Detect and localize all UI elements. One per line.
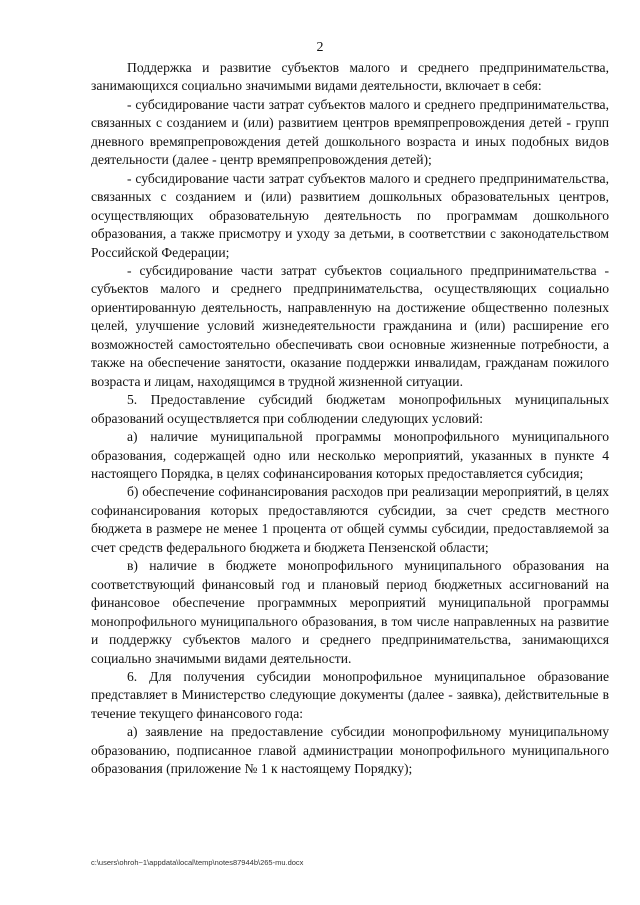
paragraph-clause-5-a: а) наличие муниципальной программы монопрофильного муниципального образования, содержащей одно или несколько мероприятий, указанных в пункте 4 настоящего Порядка, в целях софинансирования которых предоставляется субсидия;: [91, 429, 609, 481]
paragraph-clause-6-a: а) заявление на предоставление субсидии монопрофильному муниципальному образованию, подписанное главой администрации монопрофильного муниципального образования (приложение № 1 к настоящему Порядку);: [91, 724, 609, 777]
file-path-footer: c:\users\ohroh~1\appdata\local\temp\notes87944b\265-mu.docx: [91, 858, 304, 867]
paragraph-subsidy-social-entrepreneurship: - субсидирование части затрат субъектов социального предпринимательства - субъектов малого и среднего предпринимательства, осуществляющих социально ориентированную деятельность, направленную на достижение общественно полезных целей, улучшение условий жизнедеятельности гражданина и (или) расширение его возможностей самостоятельно обеспечивать свои основные жизненные потребности, а также на обеспечение занятости, оказание поддержки инвалидам, гражданам пожилого возраста и лицам, находящимся в трудной жизненной ситуации.: [91, 262, 609, 389]
paragraph-subsidy-childcare-centers: - субсидирование части затрат субъектов малого и среднего предпринимательства, связанных с созданием и (или) развитием центров времяпрепровождения детей - групп дневного времяпрепровождения детей дошкольного возраста и иных подобных видов деятельности (далее - центр времяпрепровождения детей);: [91, 96, 609, 168]
paragraph-clause-5-v: в) наличие в бюджете монопрофильного муниципального образования на соответствующий финансовый год и плановый период бюджетных ассигнований на финансовое обеспечение программных мероприятий муниципальной программы монопрофильного муниципального образования, в том числе направленных на развитие и поддержку субъектов малого и среднего предпринимательства, занимающихся социально значимыми видами деятельности.: [91, 558, 609, 666]
page-number: 2: [316, 40, 324, 55]
paragraph-support-intro: Поддержка и развитие субъектов малого и среднего предпринимательства, занимающихся социально значимыми видами деятельности, включает в себя:: [91, 60, 609, 94]
paragraph-clause-5-b: б) обеспечение софинансирования расходов при реализации мероприятий, в целях софинансирования которых предоставляются субсидии, за счет средств местного бюджета в размере не менее 1 процента от общей суммы субсидии, предоставляемой за счет средств федерального бюджета и бюджета Пензенской области;: [91, 484, 609, 555]
paragraph-clause-5: 5. Предоставление субсидий бюджетам монопрофильных муниципальных образований осуществляется при соблюдении следующих условий:: [91, 392, 609, 426]
document-body: [91, 59, 609, 779]
paragraph-subsidy-preschool-centers: - субсидирование части затрат субъектов малого и среднего предпринимательства, связанных с созданием и (или) развитием дошкольных образовательных центров, осуществляющих образовательную деятельность по программам дошкольного образования, а также присмотру и уходу за детьми, в соответствии с законодательством Российской Федерации;: [91, 170, 609, 260]
paragraph-clause-6: 6. Для получения субсидии монопрофильное муниципальное образование представляет в Министерство следующие документы (далее - заявка), действительные в течение текущего финансового года:: [91, 668, 609, 721]
